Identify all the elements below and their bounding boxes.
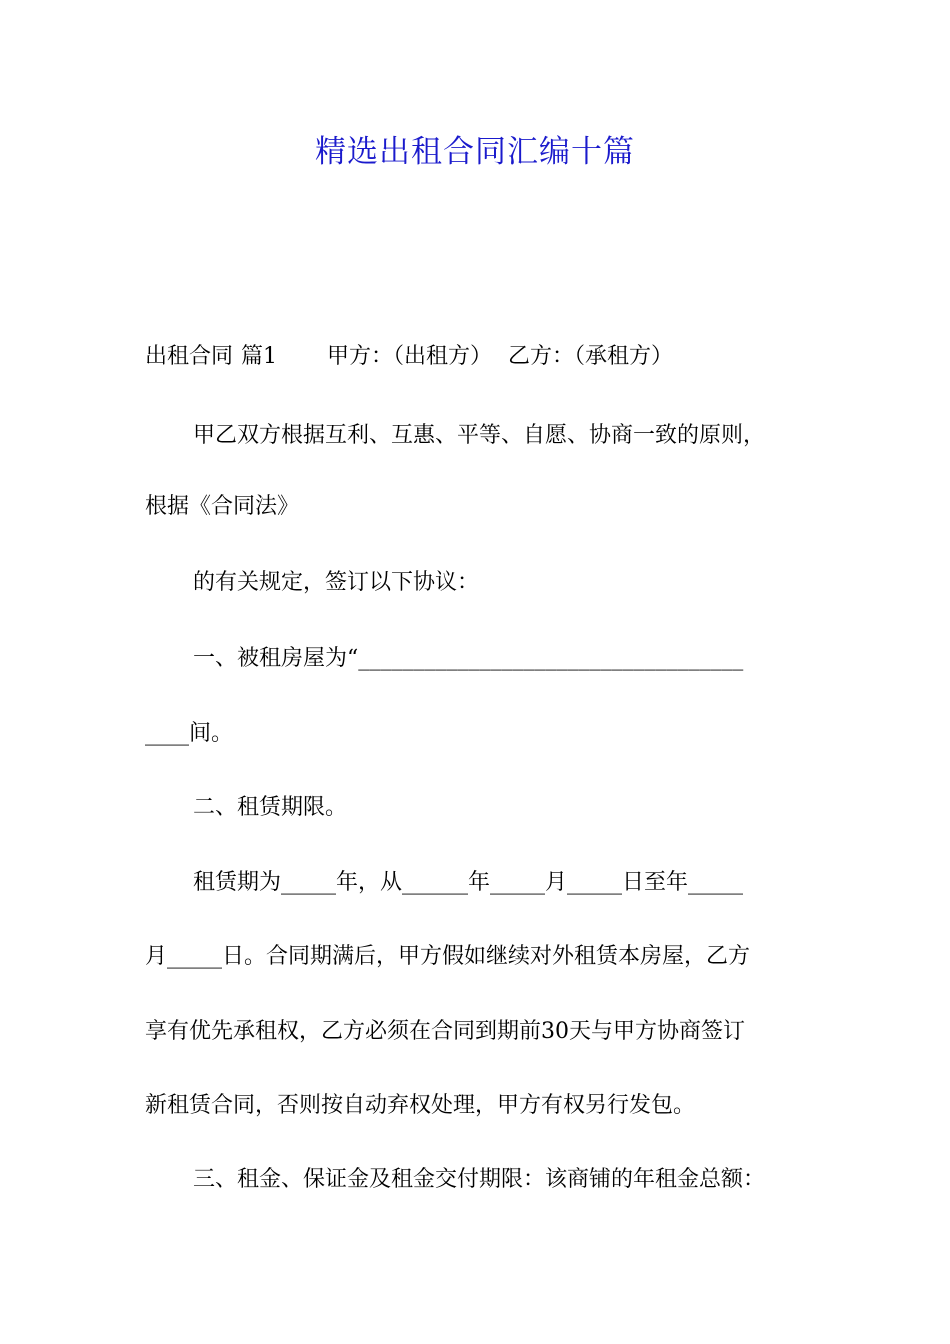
clause-one-line: 一、被租房屋为“___________________________________	[193, 646, 744, 671]
party-b-label: 乙方：（承租方）	[508, 344, 674, 369]
contract-header-line	[145, 341, 673, 373]
paragraph-line: ____间。	[145, 721, 234, 746]
clause-two-heading: 二、租赁期限。	[193, 795, 348, 820]
paragraph-line: 的有关规定，签订以下协议：	[193, 570, 480, 595]
section-name: 出租合同	[145, 344, 234, 369]
paragraph-line: 新租赁合同，否则按自动弃权处理，甲方有权另行发包。	[145, 1093, 696, 1118]
part-number: 篇1	[241, 344, 278, 369]
paragraph-line: 根据《合同法》	[145, 494, 300, 519]
document-title: 精选出租合同汇编十篇	[315, 134, 635, 170]
party-a-label: 甲方：（出租方）	[327, 344, 493, 369]
paragraph-line: 享有优先承租权，乙方必须在合同到期前30天与甲方协商签订	[145, 1019, 745, 1044]
paragraph-line: 月_____日。合同期满后，甲方假如继续对外租赁本房屋，乙方	[145, 944, 751, 969]
clause-three-line: 三、租金、保证金及租金交付期限：该商铺的年租金总额：	[193, 1167, 766, 1192]
paragraph-line: 租赁期为_____年，从______年_____月_____日至年_____	[193, 870, 744, 895]
paragraph-line: 甲乙双方根据互利、互惠、平等、自愿、协商一致的原则，	[193, 423, 766, 448]
